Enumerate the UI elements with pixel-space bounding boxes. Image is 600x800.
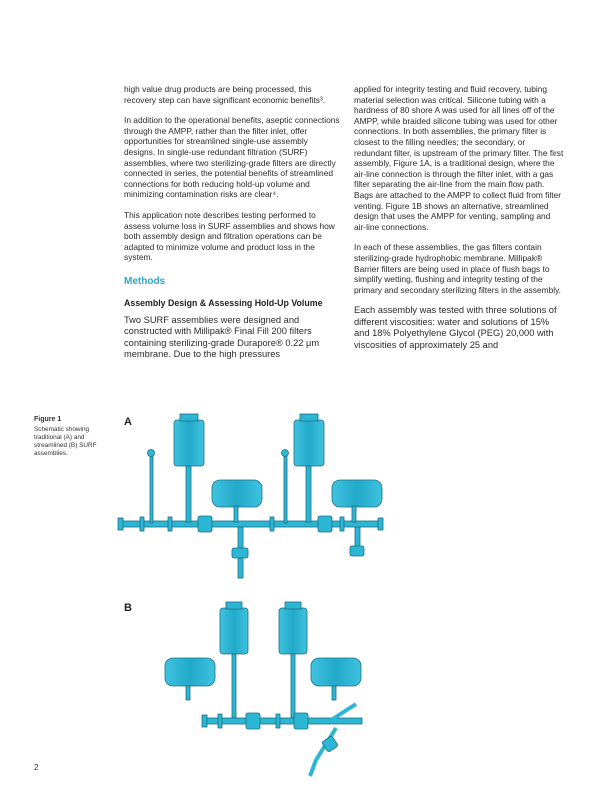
left-paragraph-3: This application note describes testing performed to assess volume loss in SURF assemblies and shows how both assembly design and filtration operations can be adapted to minimize volume and product loss in the system. xyxy=(124,209,335,263)
tank-b1-outlet xyxy=(232,654,236,718)
figure-caption-text: Schematic showing traditional (A) and streamlined (B) SURF assemblies. xyxy=(34,426,97,457)
bag-a2-tube xyxy=(352,506,356,522)
valve-a4 xyxy=(340,517,344,531)
barrier-filter-a2 xyxy=(350,546,364,556)
bag-b2-tube xyxy=(332,686,336,700)
bag-a1-tube xyxy=(234,506,238,522)
valve-a1 xyxy=(140,517,144,531)
barrier-filter-a1 xyxy=(232,548,248,558)
right-paragraph-2: In each of these assemblies, the gas filters contain sterilizing-grade hydrophobic membrane. Millipak® Barrier filters are being used in place of flush bags to simplify wetting, flushing and integrity testing of the primary and secondary sterilizing filters in the assembly. xyxy=(354,242,561,295)
tank-b1 xyxy=(220,608,248,654)
page-number: 2 xyxy=(34,763,39,772)
filter-housing-b2 xyxy=(294,713,308,729)
gas-line-a2 xyxy=(284,455,287,523)
filter-housing-b1 xyxy=(246,713,260,729)
bag-b2 xyxy=(311,658,361,686)
barrier-outlet-a1 xyxy=(238,558,243,578)
filter-housing-a1 xyxy=(198,516,212,532)
tank-b2-cap xyxy=(285,602,301,609)
tank-a1-outlet xyxy=(186,466,191,522)
tank-a2-outlet xyxy=(306,466,311,522)
barrier-outlet-b xyxy=(310,760,316,776)
left-paragraph-1: high value drug products are being processed, this recovery step can have significant economic benefits³. xyxy=(124,84,326,105)
gas-line-a1 xyxy=(150,455,153,523)
left-paragraph-4: Two SURF assemblies were designed and constructed with Millipak® Final Fill 200 filters containing sterilizing-grade Durapore® 0.22 µm membrane. Due to the high pressures xyxy=(124,314,320,360)
valve-b2 xyxy=(276,714,280,728)
tank-b2 xyxy=(279,608,307,654)
line-cap-right-a xyxy=(378,518,383,530)
line-cap-left-b xyxy=(202,715,207,727)
tank-a1-cap xyxy=(180,414,198,421)
valve-b1 xyxy=(218,714,222,728)
tank-a2-cap xyxy=(300,414,318,421)
valve-a3 xyxy=(270,517,274,531)
diagram-a xyxy=(118,414,383,578)
filter-housing-a2 xyxy=(318,516,332,532)
tank-b2-outlet xyxy=(291,654,295,718)
gas-filter-a2 xyxy=(282,450,289,457)
bag-a1 xyxy=(212,480,262,507)
methods-heading: Methods xyxy=(124,275,166,287)
gas-filter-a1 xyxy=(148,450,155,457)
right-paragraph-1: applied for integrity testing and fluid recovery, tubing material selection was critical. Silicone tubing with a hardness of 80 shore A was used for all lines off of the AMPP, while braided silicone tubing was used for other connections. In both assemblies, the primary filter is closest to the filling needles; the secondary, or redundant filter, is upstream of the primary filter. The first assembly, Figure 1A, is a traditional design, where the air-line connection is through the filter inlet, with a gas filter separating the air-line from the main flow path. Bags are attached to the AMPP to collect fluid from filter venting. Figure 1B shows an alternative, streamlined design that uses the AMPP for venting, sampling and air-line connections. xyxy=(354,84,564,232)
line-cap-left-a xyxy=(118,518,123,530)
left-paragraph-2: In addition to the operational benefits, aseptic connections through the AMPP, rather than the filter inlet, offer opportunities for streamlined single-use assembly designs. In single-use redundant filtration (SURF) assemblies, where two sterilizing-grade filters are directly connected in series, the potential benefits of streamlined connections for both reducing hold-up volume and minimizing contamination risks are clear⁴. xyxy=(124,115,340,200)
tank-b1-cap xyxy=(226,602,242,609)
valve-a2 xyxy=(168,517,172,531)
tank-a1 xyxy=(174,420,204,466)
bag-b1-tube xyxy=(186,686,190,700)
tank-a2 xyxy=(294,420,324,466)
diagram-b xyxy=(165,602,362,776)
figure-label-a: A xyxy=(124,416,132,428)
right-paragraph-3: Each assembly was tested with three solutions of different viscosities: water and solutions of 15% and 18% Polyethylene Glycol (PEG) 20,000 with viscosities of approximately 25 and xyxy=(354,305,557,351)
main-flow-line-b xyxy=(206,718,362,724)
figure-label-b: B xyxy=(124,602,132,614)
bag-b1 xyxy=(165,658,215,686)
figure-caption-title: Figure 1 xyxy=(34,416,62,423)
assembly-design-subheading: Assembly Design & Assessing Hold-Up Volume xyxy=(124,297,323,308)
bag-a2 xyxy=(332,480,382,507)
